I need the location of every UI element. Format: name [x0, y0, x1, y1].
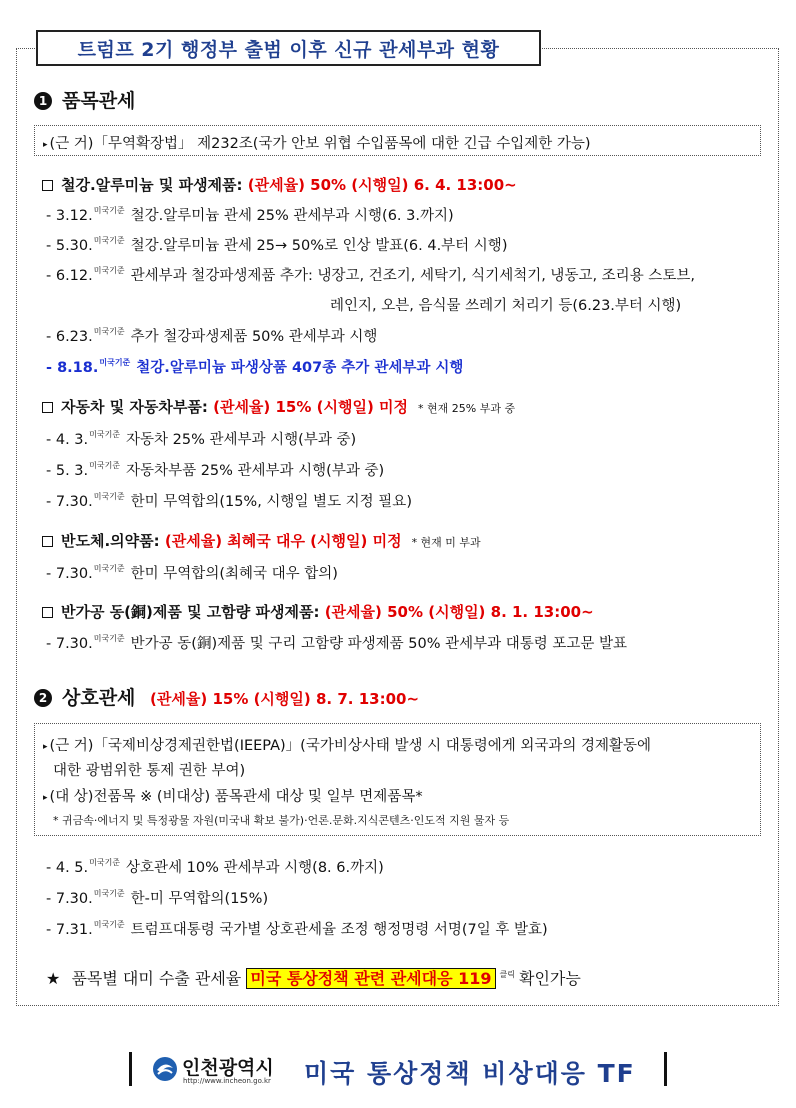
footer-note-text: 품목별 대미 수출 관세율 [71, 969, 242, 988]
item-tag: 미국기준 [93, 327, 125, 336]
checkbox-square-icon [42, 536, 53, 547]
item-date: 7.31. [55, 922, 93, 938]
section2-target-line [43, 785, 423, 806]
basis-text: 「무역확장법」 제232조(국가 안보 위협 수입품목에 대한 긴급 수입제한 가능) [93, 136, 591, 152]
item-tag: 미국기준 [89, 858, 121, 867]
item-date: 7.30. [55, 891, 93, 907]
item-text: 자동차부품 25% 관세부과 시행(부과 중) [126, 463, 385, 479]
checkbox-square-icon [42, 180, 53, 191]
section1-title: 품목관세 [62, 90, 136, 112]
item-tag: 미국기준 [93, 266, 125, 275]
item-date: 7.30. [55, 636, 93, 652]
click-tag: 클릭 [499, 970, 515, 979]
triangle-bullet-icon: ▸ [43, 140, 48, 150]
section2-title: 상호관세 [62, 687, 136, 709]
footer-note [46, 966, 581, 989]
section2-rate: (관세율) 15% (시행일) 8. 7. 13:00~ [150, 690, 420, 708]
target-text: 전품목 ※ (비대상) 품목관세 대상 및 일부 면제품목* [93, 789, 423, 805]
item-text: 철강.알루미늄 파생상품 407종 추가 관세부과 시행 [136, 360, 464, 376]
list-item: - 5.30.$^{미국기준}$ 철강.알루미늄 관세 25→ 50%로 인상 발표(6. 4.부터 시행) [46, 236, 508, 254]
target-label: (대 상) [49, 789, 94, 805]
tf-title: 미국 통상정책 비상대응 TF [304, 1059, 636, 1088]
section1-basis-line [43, 132, 591, 153]
triangle-bullet-icon: ▸ [43, 742, 48, 752]
item-date: 8.18. [57, 360, 99, 376]
bottom-bar-left [129, 1052, 132, 1086]
item-date: 4. 3. [55, 432, 89, 448]
item-tag: 미국기준 [93, 564, 125, 573]
item-tag: 미국기준 [93, 920, 125, 929]
basis-text: 「국제비상경제권한법(IEEPA)」(국가비상사태 발생 시 대통령에게 외국과의 경제활동에 [93, 738, 652, 754]
incheon-logo-icon [152, 1056, 178, 1082]
item-text: 관세부과 철강파생제품 추가: 냉장고, 건조기, 세탁기, 식기세척기, 냉동고, 조리용 스토브, [130, 268, 695, 284]
list-item: - 7.30.$^{미국기준}$ 한-미 무역합의(15%) [46, 889, 269, 907]
item-text: 한-미 무역합의(15%) [130, 891, 269, 907]
item-date: 5. 3. [55, 463, 89, 479]
triangle-bullet-icon: ▸ [43, 793, 48, 803]
item-date: 7.30. [55, 566, 93, 582]
list-item: - 4. 5.$^{미국기준}$ 상호관세 10% 관세부과 시행(8. 6.까지) [46, 858, 384, 876]
category-rate: (관세율) 15% (시행일) 미정 [213, 398, 409, 416]
tariff-119-link[interactable]: 미국 통상정책 관련 관세대응 119 [246, 968, 495, 989]
section1-heading [34, 86, 135, 113]
category-semiconductor [42, 530, 481, 551]
page-title: 트럼프 2기 행정부 출범 이후 신규 관세부과 현황 [36, 30, 541, 66]
item-tag: 미국기준 [89, 461, 121, 470]
category-steel [42, 174, 517, 195]
item-date: 4. 5. [55, 860, 89, 876]
category-name: 반가공 동(銅)제품 및 고함량 파생제품: [61, 603, 320, 621]
item-date: 6.12. [55, 268, 93, 284]
star-icon: ★ [46, 969, 61, 988]
list-item: - 3.12.$^{미국기준}$ 철강.알루미늄 관세 25% 관세부과 시행(6. 3.까지) [46, 206, 454, 224]
list-item-continuation: 레인지, 오븐, 음식물 쓰레기 처리기 등(6.23.부터 시행) [330, 298, 682, 314]
section2-footnote: * 귀금속·에너지 및 특정광물 자원(미국내 확보 불가)·언론.문화.지식콘텐츠·인도적 지원 물자 등 [53, 814, 510, 827]
item-text: 철강.알루미늄 관세 25→ 50%로 인상 발표(6. 4.부터 시행) [130, 238, 508, 254]
category-rate: (관세율) 50% (시행일) 8. 1. 13:00~ [324, 603, 594, 621]
item-text: 한미 무역합의(15%, 시행일 별도 지정 필요) [130, 494, 412, 510]
logo-text: 인천광역시 [182, 1057, 274, 1079]
logo-url: http://www.incheon.go.kr [183, 1077, 271, 1085]
category-rate: (관세율) 50% (시행일) 6. 4. 13:00~ [247, 176, 517, 194]
section1-basis-box [34, 125, 761, 156]
item-tag: 미국기준 [93, 206, 125, 215]
item-tag: 미국기준 [93, 492, 125, 501]
list-item: - 7.30.$^{미국기준}$ 한미 무역합의(15%, 시행일 별도 지정 필요) [46, 492, 412, 510]
item-text: 상호관세 10% 관세부과 시행(8. 6.까지) [126, 860, 384, 876]
section2-basis-line [43, 734, 651, 755]
item-date: 6.23. [55, 329, 93, 345]
basis-label: (근 거) [49, 738, 94, 754]
item-date: 5.30. [55, 238, 93, 254]
item-tag: 미국기준 [89, 430, 121, 439]
section-number-badge: 2 [34, 689, 52, 707]
checkbox-square-icon [42, 607, 53, 618]
item-tag: 미국기준 [93, 236, 125, 245]
checkbox-square-icon [42, 402, 53, 413]
item-date: 3.12. [55, 208, 93, 224]
list-item: - 7.31.$^{미국기준}$ 트럼프대통령 국가별 상호관세율 조정 행정명령 서명(7일 후 발효) [46, 920, 548, 938]
bottom-bar-right [664, 1052, 667, 1086]
section2-basis-box [34, 723, 761, 836]
section2-heading [34, 683, 419, 710]
list-item: - 7.30.$^{미국기준}$ 한미 무역합의(최혜국 대우 합의) [46, 564, 338, 582]
category-name: 자동차 및 자동차부품: [61, 398, 208, 416]
item-tag: 미국기준 [99, 358, 131, 367]
item-text: 자동차 25% 관세부과 시행(부과 중) [126, 432, 357, 448]
item-text: 추가 철강파생제품 50% 관세부과 시행 [130, 329, 378, 345]
list-item-highlighted: - 8.18.$^{미국기준}$ 철강.알루미늄 파생상품 407종 추가 관세부과 시행 [46, 358, 464, 376]
footer-note-suffix: 확인가능 [518, 969, 581, 988]
item-text: 한미 무역합의(최혜국 대우 합의) [130, 566, 338, 582]
item-text: 반가공 동(銅)제품 및 구리 고함량 파생제품 50% 관세부과 대통령 포고문 발표 [130, 636, 627, 652]
item-date: 7.30. [55, 494, 93, 510]
category-rate: (관세율) 최혜국 대우 (시행일) 미정 [164, 532, 402, 550]
section-number-badge: 1 [34, 92, 52, 110]
category-copper [42, 601, 594, 622]
category-note: * 현재 미 부과 [411, 536, 481, 549]
list-item: - 6.23.$^{미국기준}$ 추가 철강파생제품 50% 관세부과 시행 [46, 327, 378, 345]
item-text: 트럼프대통령 국가별 상호관세율 조정 행정명령 서명(7일 후 발효) [130, 922, 548, 938]
basis-label: (근 거) [49, 136, 94, 152]
item-tag: 미국기준 [93, 889, 125, 898]
list-item: - 4. 3.$^{미국기준}$ 자동차 25% 관세부과 시행(부과 중) [46, 430, 357, 448]
category-name: 철강.알루미늄 및 파생제품: [61, 176, 243, 194]
category-name: 반도체.의약품: [61, 532, 160, 550]
section2-basis-line2: 대한 광범위한 통제 권한 부여) [53, 763, 246, 779]
list-item: - 5. 3.$^{미국기준}$ 자동차부품 25% 관세부과 시행(부과 중) [46, 461, 385, 479]
category-note: * 현재 25% 부과 중 [418, 402, 516, 415]
list-item: - 6.12.$^{미국기준}$ 관세부과 철강파생제품 추가: 냉장고, 건조기, 세탁기, 식기세척기, 냉동고, 조리용 스토브, [46, 266, 695, 284]
item-tag: 미국기준 [93, 634, 125, 643]
list-item: - 7.30.$^{미국기준}$ 반가공 동(銅)제품 및 구리 고함량 파생제품 50% 관세부과 대통령 포고문 발표 [46, 634, 627, 652]
category-auto [42, 396, 515, 417]
item-text: 철강.알루미늄 관세 25% 관세부과 시행(6. 3.까지) [130, 208, 454, 224]
